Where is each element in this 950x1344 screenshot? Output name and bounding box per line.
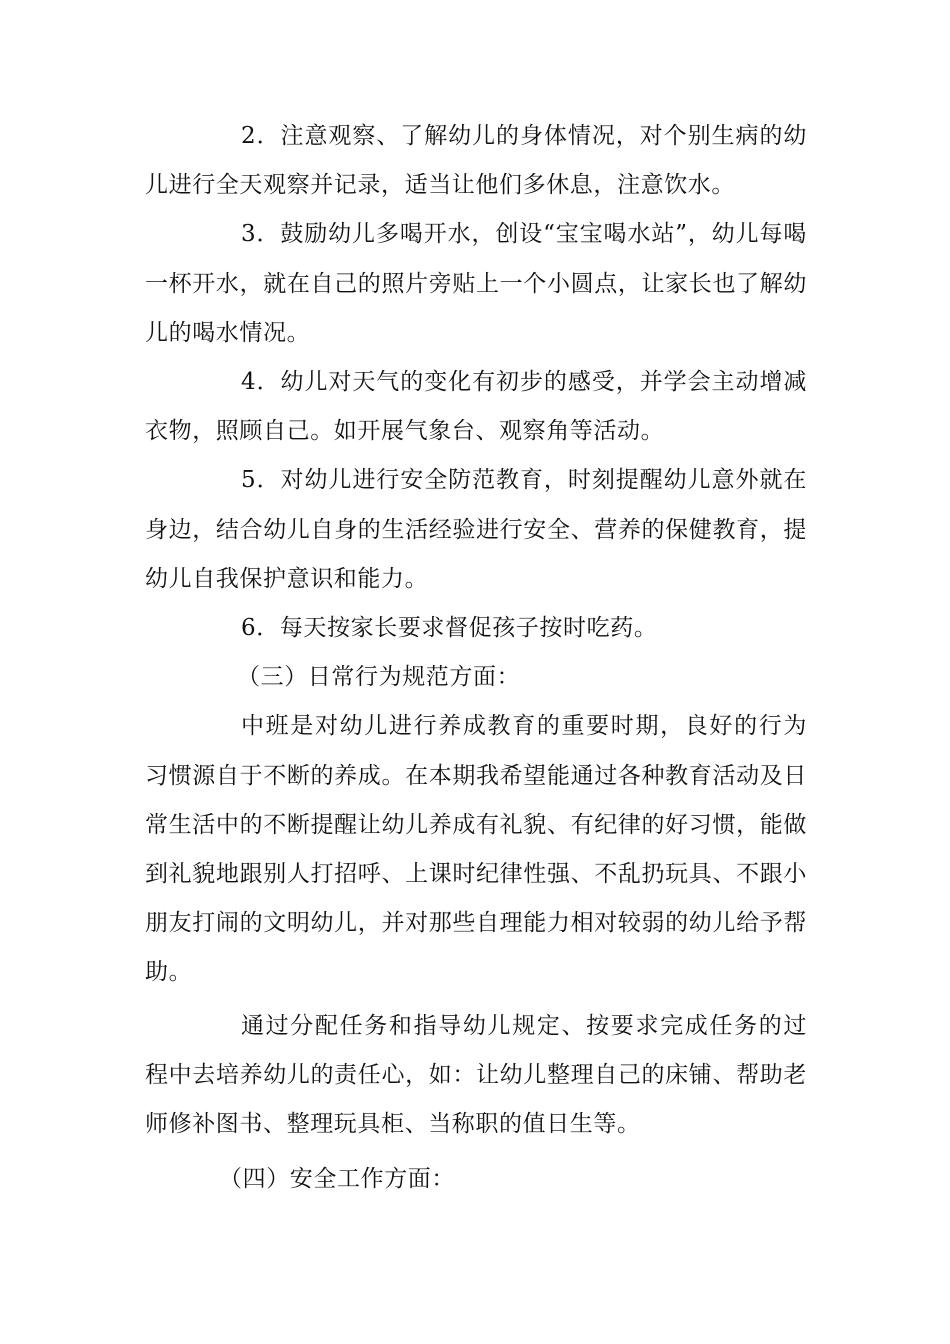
section-heading-3: （三）日常行为规范方面： xyxy=(237,664,521,691)
section-3-paragraph-1: 中班是对幼儿进行养成教育的重要时期，良好的行为习惯源自于不断的养成。在本期我希望能通过各种教育活动及日常生活中的不断提醒让幼儿养成有礼貌、有纪律的好习惯，能做到礼貌地跟别人打招呼、上课时纪律性强、不乱扔玩具、不跟小朋友打闹的文明幼儿，并对那些自理能力相对较弱的幼儿给予帮助。 xyxy=(145,713,807,986)
paragraph-item-6: 6．每天按家长要求督促孩子按时吃药。 xyxy=(241,615,658,642)
paragraph-item-2: 2．注意观察、了解幼儿的身体情况，对个别生病的幼儿进行全天观察并记录，适当让他们多休息，注意饮水。 xyxy=(145,123,807,199)
document-body xyxy=(145,112,807,1204)
section-3-paragraph-2: 通过分配任务和指导幼儿规定、按要求完成任务的过程中去培养幼儿的责任心，如：让幼儿整理自己的床铺、帮助老师修补图书、整理玩具柜、当称职的值日生等。 xyxy=(145,1012,807,1138)
paragraph-item-3: 3．鼓励幼儿多喝开水，创设“宝宝喝水站”，幼儿每喝一杯开水，就在自己的照片旁贴上一个小圆点，让家长也了解幼儿的喝水情况。 xyxy=(145,221,807,346)
paragraph-item-4: 4．幼儿对天气的变化有初步的感受，并学会主动增减衣物，照顾自己。如开展气象台、观察角等活动。 xyxy=(145,369,807,445)
paragraph-item-5: 5．对幼儿进行安全防范教育，时刻提醒幼儿意外就在身边，结合幼儿自身的生活经验进行安全、营养的保健教育，提幼儿自我保护意识和能力。 xyxy=(145,467,807,592)
section-heading-4: （四）安全工作方面： xyxy=(219,1166,455,1193)
